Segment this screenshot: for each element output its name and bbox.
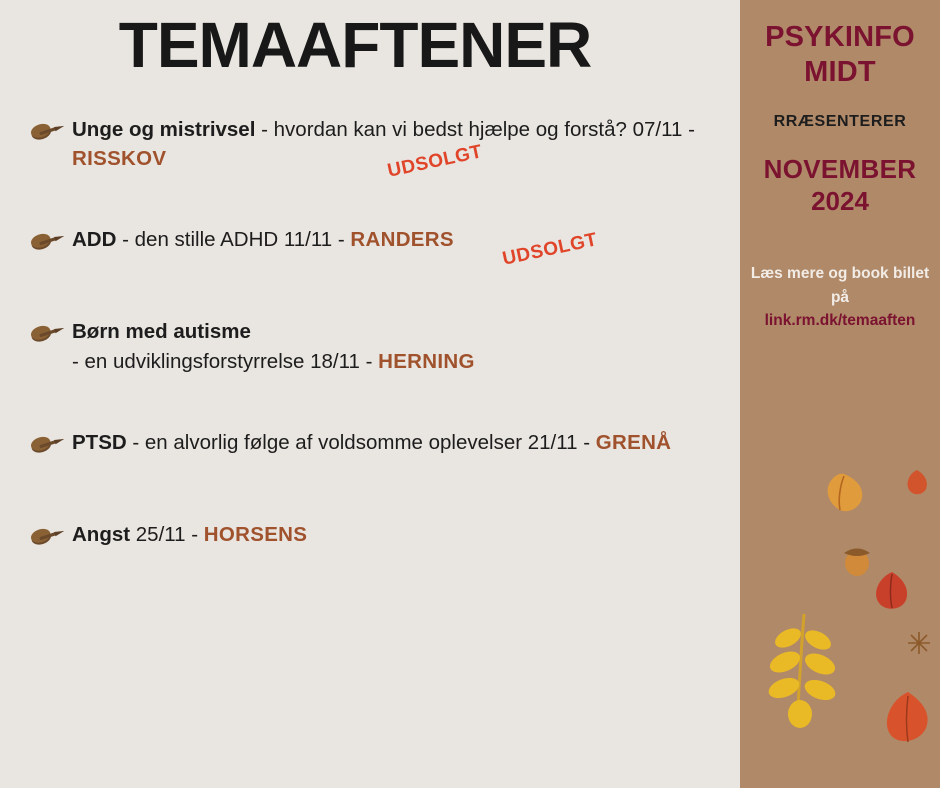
list-item[interactable] [26,520,716,560]
event-title: Unge og mistrivsel [72,118,256,142]
event-text [72,428,671,457]
pushpin-icon [26,319,68,353]
event-description: - den stille ADHD 11/11 - [116,228,351,252]
leaf-icon [880,690,936,755]
status-badge: UDSOLGT [385,141,485,182]
event-text [72,115,712,182]
event-title: Angst [72,522,131,546]
presents-label: RRÆSENTERER [773,112,907,130]
event-text [72,225,600,271]
list-item[interactable] [26,115,716,182]
event-description: - hvordan kan vi bedst hjælpe og forstå? 07/11 - [255,118,695,142]
list-item[interactable] [26,225,716,271]
event-description: - en alvorlig følge af voldsomme oplevelser 21/11 - [126,430,596,454]
pushpin-icon [26,227,68,261]
booking-link[interactable]: link.rm.dk/temaaften [764,311,916,329]
event-description: - en udviklingsforstyrrelse 18/11 - [72,349,379,373]
event-city: GRENÅ [595,430,672,454]
event-city: HERNING [378,349,475,373]
pushpin-icon [26,522,68,556]
page-title: TEMAAFTENER [118,9,592,81]
pushpin-icon [26,117,68,151]
month-label: NOVEMBER [763,153,917,184]
leaf-icon [758,610,848,745]
year-label: 2024 [811,186,869,217]
brand-name [740,20,940,91]
brand-line-2: MIDT [804,56,876,89]
event-title: ADD [72,228,117,252]
leaf-icon [820,470,868,521]
event-text [72,520,307,549]
event-description: 25/11 - [130,522,204,546]
list-item[interactable] [26,428,716,468]
star-leaf-icon [906,630,932,661]
acorn-icon [838,538,876,583]
event-text [72,317,475,375]
booking-info: Læs mere og book billet på [750,264,930,306]
pushpin-icon [26,430,68,464]
events-list [0,115,740,559]
leaf-icon [902,468,932,503]
status-badge: UDSOLGT [500,229,600,271]
list-item[interactable] [26,317,716,375]
leaf-icon [870,570,914,619]
sidebar [740,0,940,788]
event-city: RANDERS [350,228,454,252]
event-city: HORSENS [203,522,308,546]
brand-line-1: PSYKINFO [765,21,915,53]
event-city: RISSKOV [72,147,167,171]
event-title: Børn med autisme [72,320,251,344]
event-title: PTSD [72,430,127,454]
